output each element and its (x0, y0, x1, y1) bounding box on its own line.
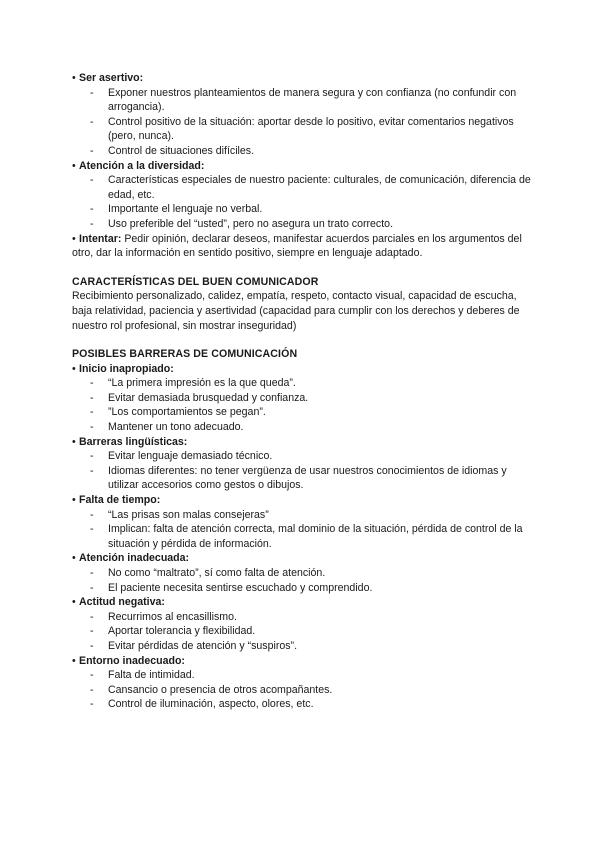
sub-list (72, 376, 532, 434)
bullet-glyph: • (72, 72, 76, 84)
list-item: - Aportar tolerancia y flexibilidad. (90, 625, 256, 638)
list-item: - Características especiales de nuestro paciente: culturales, de comunicación, diferencia de edad, etc. (90, 174, 531, 201)
bullet-glyph: • (72, 596, 76, 609)
bullet-glyph: • (72, 232, 76, 245)
bullet-text: Pedir opinión, declarar deseos, manifestar acuerdos parciales en los argumentos del otro, dar la información en sentido positivo, siempre en lenguaje adaptado. (72, 232, 522, 260)
list-item: - Recurrimos al encasillismo. (90, 610, 237, 623)
list-item: - Evitar demasiada brusquedad y confianza. (90, 391, 309, 404)
list-item: - Control de iluminación, aspecto, olores, etc. (90, 698, 314, 711)
list-item: - “La primera impresión es la que queda”. (90, 377, 296, 390)
list-item: - No como “maltrato”, sí como falta de atención. (90, 567, 326, 579)
bullet-glyph: • (72, 654, 76, 667)
bullet-label: Atención a la diversidad: (79, 159, 205, 172)
bullet-atencion-diversidad (72, 159, 532, 232)
bullet-glyph: • (72, 552, 76, 565)
list-item: - Cansancio o presencia de otros acompañantes. (90, 683, 333, 696)
list-item: - Evitar lenguaje demasiado técnico. (90, 450, 273, 463)
list-item: - Idiomas diferentes: no tener vergüenza de usar nuestros conocimientos de idiomas y utilizar accesorios como gestos o dibujos. (90, 464, 507, 492)
bullet-label: Ser asertivo: (79, 72, 144, 84)
section-title-buen-comunicador: CARACTERÍSTICAS DEL BUEN COMUNICADOR (72, 275, 319, 288)
list-item: - “Las prisas son malas consejeras” (90, 508, 269, 521)
bullet-label: Atención inadecuada: (79, 552, 190, 565)
bullet-glyph: • (72, 494, 76, 507)
bullet-glyph: • (72, 435, 76, 448)
list-item: - Control positivo de la situación: aportar desde lo positivo, evitar comentarios negativos (pero, nunca). (90, 115, 514, 143)
list-item: - Importante el lenguaje no verbal. (90, 203, 263, 216)
list-item: - Evitar pérdidas de atención y “suspiros”. (90, 639, 298, 652)
document-page (72, 71, 532, 712)
sub-list (72, 508, 532, 552)
bullet-label: Barreras lingüísticas: (79, 435, 188, 448)
section-title-barreras: POSIBLES BARRERAS DE COMUNICACIÓN (72, 348, 298, 361)
bullet-label: Falta de tiempo: (79, 494, 161, 507)
bullet-label: Intentar: (79, 232, 122, 245)
bullet-label: Inicio inapropiado: (79, 362, 174, 375)
list-item: - Mantener un tono adecuado. (90, 421, 244, 434)
bullet-falta-tiempo (72, 493, 532, 551)
list-item: - Falta de intimidad. (90, 669, 195, 682)
sub-list (72, 668, 532, 712)
bullet-entorno-inadecuado (72, 654, 532, 712)
list-item: - Uso preferible del “usted”, pero no asegura un trato correcto. (90, 217, 394, 230)
sub-list (72, 566, 532, 595)
sub-list (72, 610, 532, 654)
bullet-glyph: • (72, 362, 76, 375)
list-item: - ”Los comportamientos se pegan”. (90, 406, 266, 419)
bullet-label: Actitud negativa: (79, 596, 165, 609)
sub-list (72, 173, 532, 231)
sub-list (72, 86, 532, 159)
bullet-atencion-inadecuada (72, 551, 532, 595)
bullet-ser-asertivo (72, 71, 532, 159)
bullet-glyph: • (72, 159, 76, 172)
list-item: - Control de situaciones difíciles. (90, 144, 255, 157)
bullet-label: Entorno inadecuado: (79, 654, 185, 667)
bullet-actitud-negativa (72, 595, 532, 653)
list-item: - Exponer nuestros planteamientos de manera segura y con confianza (no confundir con arrogancia). (90, 86, 517, 114)
section-text-buen-comunicador: Recibimiento personalizado, calidez, empatía, respeto, contacto visual, capacidad de escucha, baja relatividad, paciencia y asertividad (capacidad para cumplir con los derechos y deberes de nuestro rol profesional, sin mostrar inseguridad) (72, 290, 520, 332)
list-item: - El paciente necesita sentirse escuchado y comprendido. (90, 581, 373, 594)
list-item: - Implican: falta de atención correcta, mal dominio de la situación, pérdida de control de la situación y pérdida de información. (90, 523, 523, 550)
sub-list (72, 449, 532, 493)
bullet-inicio-inapropiado (72, 362, 532, 435)
bullet-barreras-linguisticas (72, 435, 532, 493)
bullet-intentar (72, 232, 532, 261)
